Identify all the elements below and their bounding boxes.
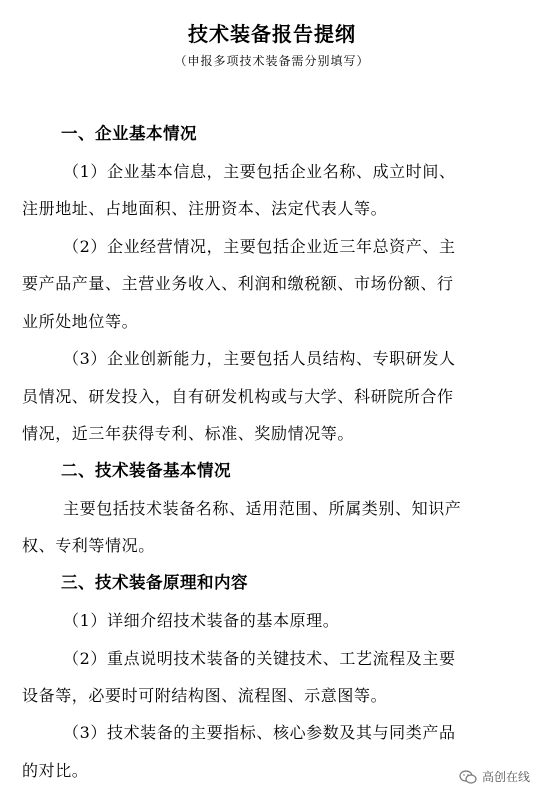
- section-heading-3: 三、技术装备原理和内容: [61, 573, 248, 592]
- section-heading-2: 二、技术装备基本情况: [61, 461, 231, 480]
- paragraph-line: （1）详细介绍技术装备的基本原理。: [63, 611, 340, 630]
- document-title: 技术装备报告提纲: [188, 22, 356, 46]
- paragraph-line: （3）企业创新能力，主要包括人员结构、专职研发人: [63, 349, 456, 368]
- paragraph-line: 设备等，必要时可附结构图、流程图、示意图等。: [22, 686, 388, 705]
- watermark-text: 高创在线: [481, 770, 530, 784]
- paragraph-line: 员情况、研发投入，自有研发机构或与大学、科研院所合作: [22, 387, 454, 406]
- paragraph-line: 要产品产量、主营业务收入、利润和缴税额、市场份额、行: [22, 274, 454, 293]
- paragraph-line: 业所处地位等。: [22, 312, 139, 331]
- paragraph-line: （1）企业基本信息，主要包括企业名称、成立时间、: [63, 162, 456, 181]
- document-subtitle: （申报多项技术装备需分别填写）: [174, 54, 370, 68]
- paragraph-line: 注册地址、占地面积、注册资本、法定代表人等。: [22, 199, 388, 218]
- section-heading-1: 一、企业基本情况: [61, 124, 197, 143]
- paragraph-line: （2）企业经营情况，主要包括企业近三年总资产、主: [63, 237, 456, 256]
- paragraph-line: 权、专利等情况。: [22, 536, 155, 555]
- paragraph-line: 主要包括技术装备名称、适用范围、所属类别、知识产: [63, 499, 462, 518]
- wechat-icon: [459, 770, 477, 784]
- paragraph-line: （3）技术装备的主要指标、核心参数及其与同类产品: [63, 723, 456, 742]
- paragraph-line: （2）重点说明技术装备的关键技术、工艺流程及主要: [63, 649, 456, 668]
- watermark: [459, 768, 530, 785]
- paragraph-line: 情况，近三年获得专利、标准、奖励情况等。: [22, 424, 355, 443]
- paragraph-line: 的对比。: [22, 761, 89, 780]
